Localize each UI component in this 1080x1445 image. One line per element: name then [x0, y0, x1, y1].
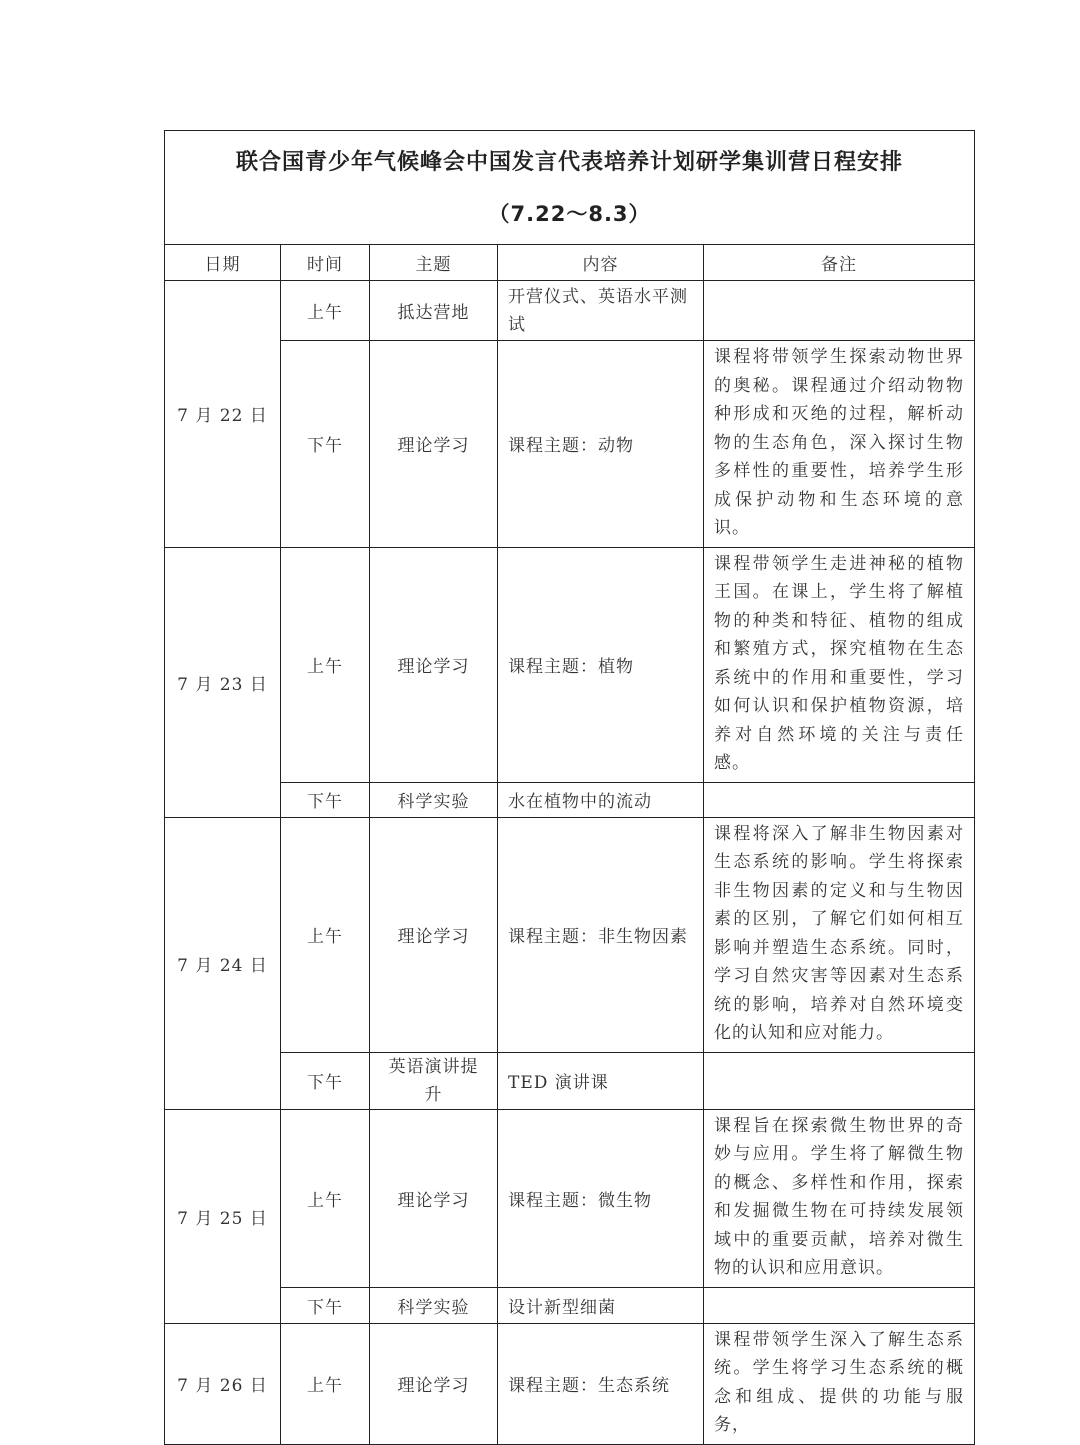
date-cell: 7 月 25 日: [165, 1109, 281, 1323]
topic-cell: 理论学习: [370, 547, 498, 782]
topic-cell: 理论学习: [370, 817, 498, 1052]
time-cell: 上午: [281, 1323, 370, 1444]
document-subtitle: （7.22～8.3）: [488, 202, 651, 226]
topic-cell: 理论学习: [370, 341, 498, 548]
schedule-document: [164, 130, 974, 1445]
topic-cell: 英语演讲提升: [370, 1052, 498, 1109]
time-cell: 上午: [281, 547, 370, 782]
content-cell: 开营仪式、英语水平测试: [498, 281, 704, 341]
table-row: [165, 1323, 975, 1444]
table-row: [165, 782, 975, 817]
note-cell: 课程将深入了解非生物因素对生态系统的影响。学生将探索非生物因素的定义和与生物因素的区别，了解它们如何相互影响并塑造生态系统。同时，学习自然灾害等因素对生态系统的影响，培养对自然环境变化的认知和应对能力。: [704, 817, 975, 1052]
time-cell: 下午: [281, 782, 370, 817]
content-cell: 课程主题：植物: [498, 547, 704, 782]
note-cell: 课程将带领学生探索动物世界的奥秘。课程通过介绍动物物种形成和灭绝的过程，解析动物的生态角色，深入探讨生物多样性的重要性，培养学生形成保护动物和生态环境的意识。: [704, 341, 975, 548]
content-cell: 水在植物中的流动: [498, 782, 704, 817]
date-cell: 7 月 26 日: [165, 1323, 281, 1444]
topic-cell: 抵达营地: [370, 281, 498, 341]
content-cell: 设计新型细菌: [498, 1287, 704, 1323]
table-row: [165, 281, 975, 341]
note-cell: [704, 1287, 975, 1323]
date-cell: 7 月 22 日: [165, 281, 281, 548]
content-cell: 课程主题：生态系统: [498, 1323, 704, 1444]
note-cell: 课程带领学生走进神秘的植物王国。在课上，学生将了解植物的种类和特征、植物的组成和繁殖方式，探究植物在生态系统中的作用和重要性，学习如何认识和保护植物资源，培养对自然环境的关注与责任感。: [704, 547, 975, 782]
note-cell: 课程旨在探索微生物世界的奇妙与应用。学生将了解微生物的概念、多样性和作用，探索和发掘微生物在可持续发展领域中的重要贡献，培养对微生物的认识和应用意识。: [704, 1109, 975, 1287]
time-cell: 下午: [281, 1052, 370, 1109]
title-cell: [165, 131, 975, 245]
header-note: 备注: [704, 245, 975, 281]
topic-cell: 理论学习: [370, 1323, 498, 1444]
date-cell: 7 月 23 日: [165, 547, 281, 817]
table-row: [165, 547, 975, 782]
header-content: 内容: [498, 245, 704, 281]
schedule-table: [164, 130, 975, 1445]
time-cell: 下午: [281, 341, 370, 548]
note-cell: 课程带领学生深入了解生态系统。学生将学习生态系统的概念和组成、提供的功能与服务，: [704, 1323, 975, 1444]
time-cell: 上午: [281, 1109, 370, 1287]
time-cell: 下午: [281, 1287, 370, 1323]
header-row: [165, 245, 975, 281]
content-cell: 课程主题：动物: [498, 341, 704, 548]
header-time: 时间: [281, 245, 370, 281]
time-cell: 上午: [281, 281, 370, 341]
note-cell: [704, 281, 975, 341]
table-row: [165, 1109, 975, 1287]
time-cell: 上午: [281, 817, 370, 1052]
note-cell: [704, 782, 975, 817]
content-cell: TED 演讲课: [498, 1052, 704, 1109]
table-row: [165, 1052, 975, 1109]
content-cell: 课程主题：微生物: [498, 1109, 704, 1287]
table-row: [165, 817, 975, 1052]
header-date: 日期: [165, 245, 281, 281]
table-row: [165, 341, 975, 548]
content-cell: 课程主题：非生物因素: [498, 817, 704, 1052]
topic-cell: 科学实验: [370, 782, 498, 817]
topic-cell: 理论学习: [370, 1109, 498, 1287]
document-title: 联合国青少年气候峰会中国发言代表培养计划研学集训营日程安排: [236, 150, 904, 175]
date-cell: 7 月 24 日: [165, 817, 281, 1109]
topic-cell: 科学实验: [370, 1287, 498, 1323]
note-cell: [704, 1052, 975, 1109]
table-row: [165, 1287, 975, 1323]
header-topic: 主题: [370, 245, 498, 281]
